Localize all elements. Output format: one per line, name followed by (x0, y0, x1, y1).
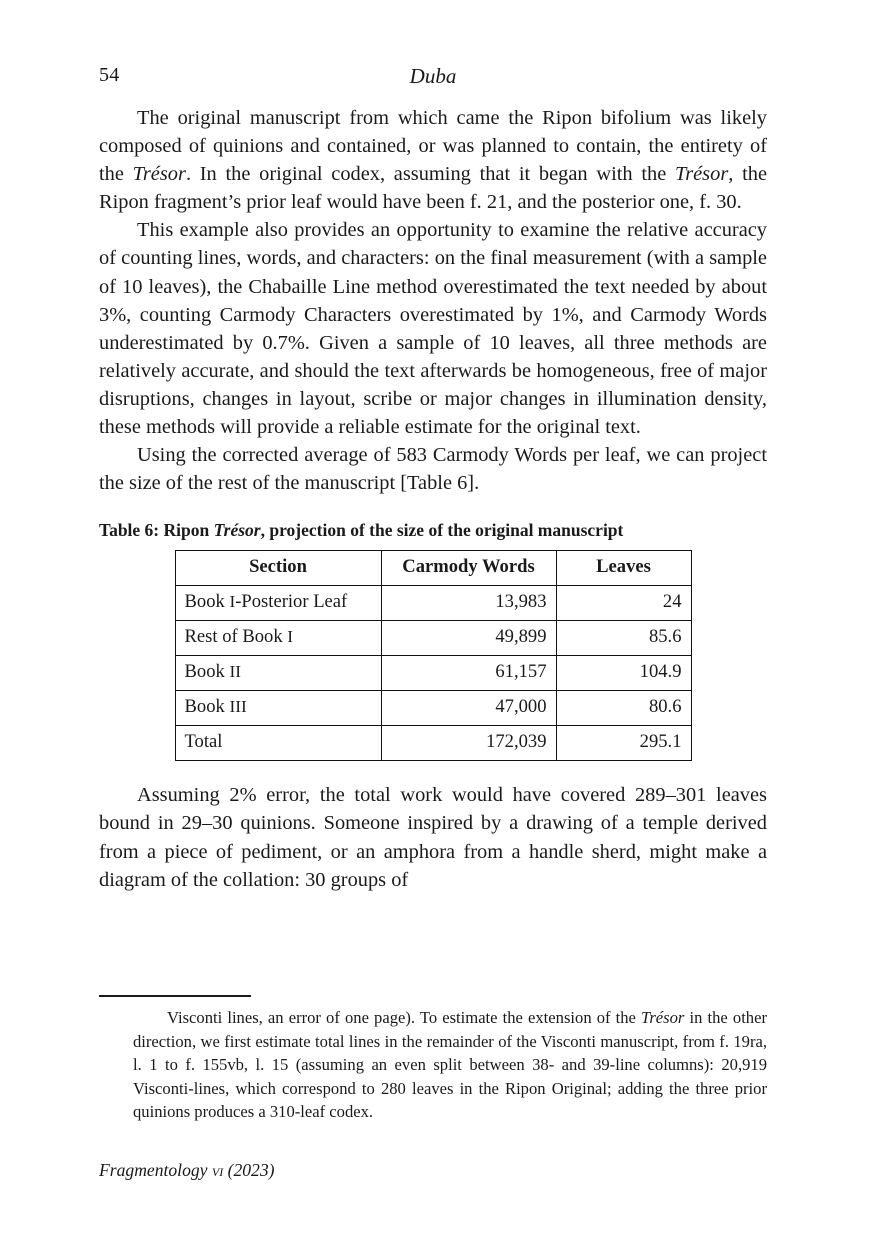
italic-term: Trésor (132, 163, 186, 186)
volume-roman-numeral: vi (211, 1160, 224, 1180)
cell-leaves: 295.1 (556, 726, 691, 761)
column-header-leaves: Leaves (556, 551, 691, 586)
column-header-section: Section (175, 551, 381, 586)
book-roman-numeral: III (229, 697, 247, 717)
table-row (175, 656, 691, 691)
cell-leaves: 104.9 (556, 656, 691, 691)
paragraph-2: This example also provides an opportunity to examine the relative accuracy of counting lines, words, and characters: on the final measurement (with a sample of 10 leaves), the Chabaille Line method overestimated the text needed by about 3%, counting Carmody Characters overestimated by 1%, and Carmody Words underestimated by 0.7%. Given a sample of 10 leaves, all three methods are relatively accurate, and should the text afterwards be homogeneous, free of major disruptions, changes in layout, scribe or major changes in illumination density, these methods will provide a reliable estimate for the original text. (99, 219, 767, 439)
cell-section: Book III (175, 691, 381, 726)
paragraph-after-table: Assuming 2% error, the total work would have covered 289–301 leaves bound in 29–30 quinions. Someone inspired by a drawing of a temple derived from a piece of pediment, or an amphora from a handle sherd, might make a diagram of the collation: 30 groups of (99, 784, 767, 891)
cell-section: Book I-Posterior Leaf (175, 586, 381, 621)
running-head-title: Duba (409, 64, 457, 88)
table-header-row (175, 551, 691, 586)
table-row (175, 691, 691, 726)
cell-leaves: 85.6 (556, 621, 691, 656)
footnote-separator-rule (99, 995, 251, 997)
column-header-carmody-words: Carmody Words (381, 551, 556, 586)
page-number: 54 (99, 64, 120, 86)
table-row (175, 621, 691, 656)
italic-term: Trésor (641, 1008, 685, 1027)
footnote-area (99, 995, 767, 1124)
page-content (99, 64, 767, 894)
paragraph-3: Using the corrected average of 583 Carmody Words per leaf, we can project the size of the rest of the manuscript [Table 6]. (99, 444, 767, 495)
book-roman-numeral: II (229, 662, 241, 682)
journal-citation-line: Fragmentology vi (2023) (99, 1160, 275, 1180)
book-roman-numeral: I (287, 627, 294, 647)
table-row (175, 726, 691, 761)
cell-carmody-words: 13,983 (381, 586, 556, 621)
book-roman-numeral: I (229, 592, 236, 612)
cell-section: Book II (175, 656, 381, 691)
cell-leaves: 24 (556, 586, 691, 621)
cell-carmody-words: 172,039 (381, 726, 556, 761)
cell-carmody-words: 49,899 (381, 621, 556, 656)
cell-leaves: 80.6 (556, 691, 691, 726)
cell-carmody-words: 61,157 (381, 656, 556, 691)
footnote-text: Visconti lines, an error of one page). To estimate the extension of the Trésor in the other direction, we first estimate total lines in the remainder of the Visconti manuscript, from f. 19ra, l. 1 to f. 155vb, l. 15 (assuming an even split between 38- and 39-line columns): 20,919 Visconti-lines, which correspond to 280 leaves in the Ripon Original; adding the three prior quinions produces a 310-leaf codex. (133, 1008, 767, 1122)
cell-section: Total (175, 726, 381, 761)
italic-term: Trésor (213, 520, 261, 541)
table-caption: Table 6: Ripon Trésor, projection of the size of the original manuscript (99, 520, 624, 541)
running-header (99, 64, 767, 104)
projection-table (175, 550, 692, 761)
cell-section: Rest of Book I (175, 621, 381, 656)
cell-carmody-words: 47,000 (381, 691, 556, 726)
italic-term: Trésor (674, 163, 729, 186)
table-body (175, 586, 691, 761)
paragraph-1: The original manuscript from which came the Ripon bifolium was likely composed of quinions and contained, or was planned to contain, the entirety of the Trésor. In the original codex, assuming that it began with the Trésor, the Ripon fragment’s prior leaf would have been f. 21, and the posterior one, f. 30. (99, 107, 768, 214)
table-row (175, 586, 691, 621)
